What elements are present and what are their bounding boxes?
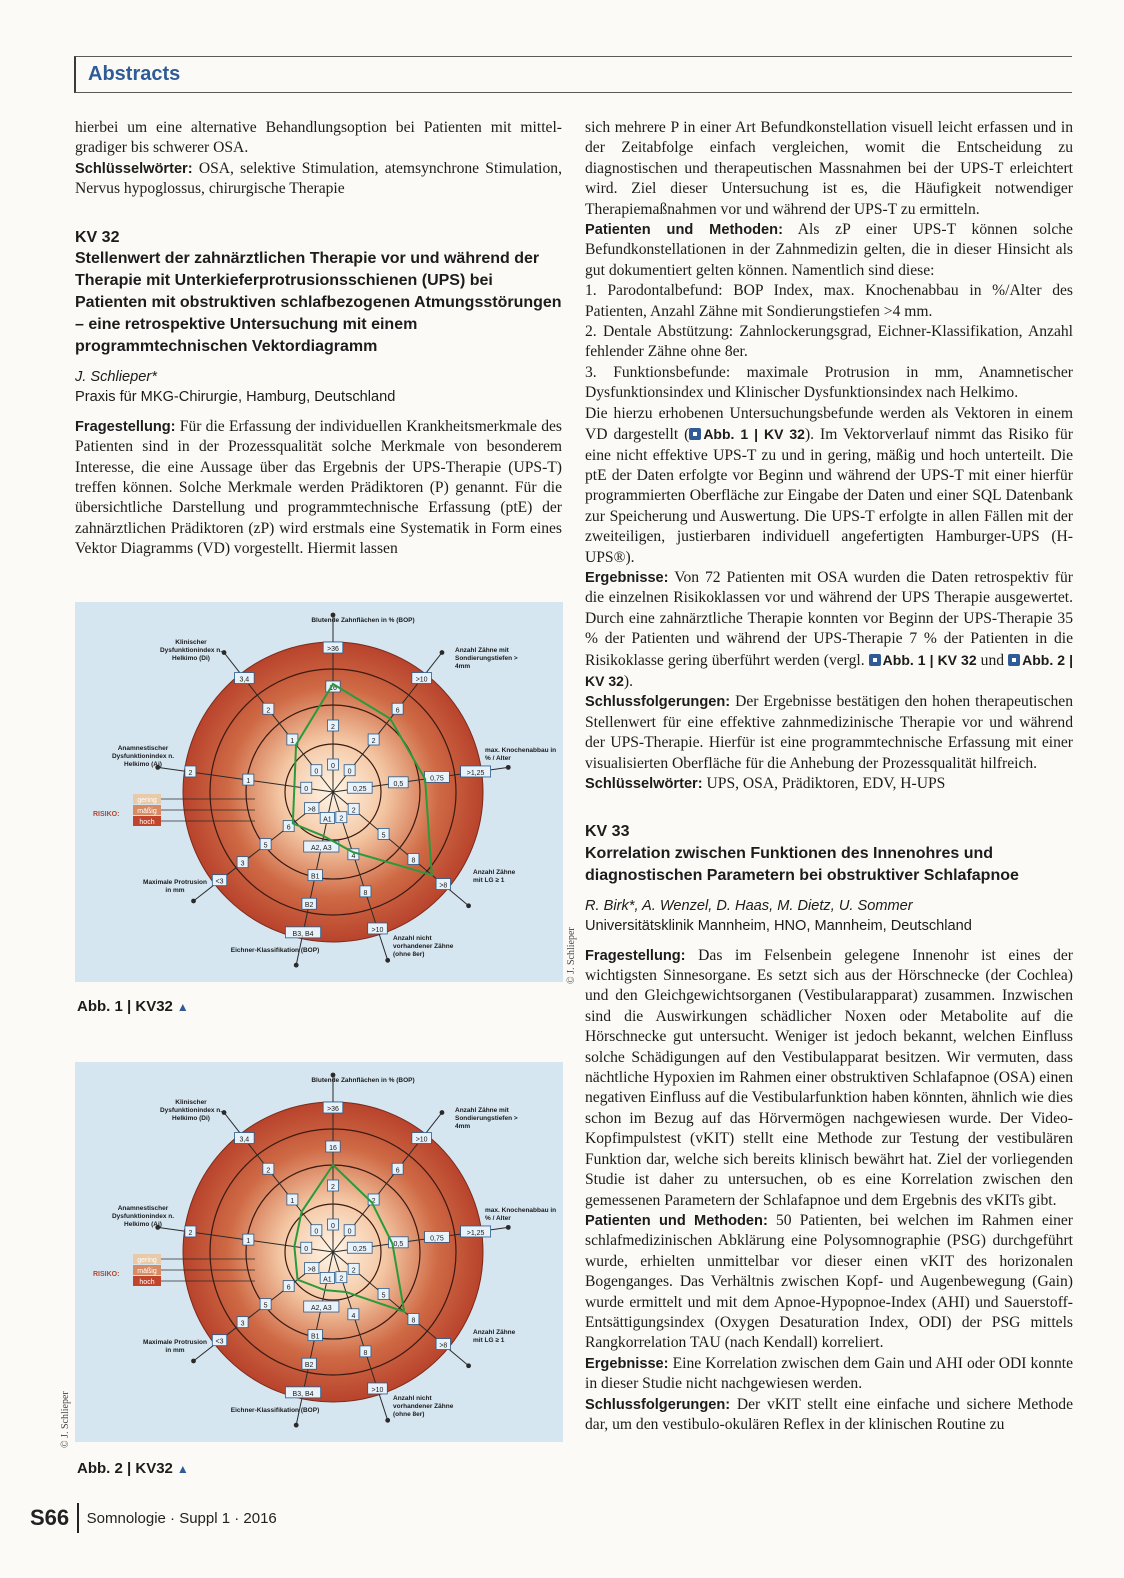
- axis-label: Helkimo (Di): [172, 1115, 210, 1122]
- tick-label: 0: [304, 1246, 309, 1254]
- tick-label: 0,25: [352, 1246, 367, 1254]
- axis-label: Anamnestischer: [117, 745, 169, 752]
- axis-label: Maximale Protrusion: [143, 1339, 207, 1346]
- axis-arrow: [222, 650, 227, 655]
- tick-label: >1,25: [466, 1229, 485, 1237]
- kv33-authors: R. Birk*, A. Wenzel, D. Haas, M. Dietz, U. Sommer: [585, 897, 913, 914]
- tick-label: >10: [371, 926, 384, 934]
- tick-label: A1: [323, 1276, 332, 1284]
- risk-label: RISIKO:: [93, 1271, 120, 1278]
- axis-label: Anamnestischer: [117, 1205, 169, 1212]
- tick-label: B3, B4: [292, 930, 314, 938]
- tick-label: B2: [304, 1362, 314, 1370]
- tick-label: 2: [331, 724, 335, 731]
- tick-label: 2: [339, 815, 344, 823]
- figure-2-caption: Abb. 2 | KV32 ▲: [77, 1460, 189, 1477]
- kv32-methoden: Patienten und Methoden: Als zP einer UPS-T können solche Befundkonstellationen in der Zahnmedizin gelten, die in dieser Hinsicht als gut dokumentiert gelten können. Namentlich sind diese:: [585, 221, 1073, 279]
- tick-label: 1: [290, 737, 295, 745]
- axis-label: Anzahl Zähne: [473, 869, 516, 876]
- axis-arrow: [385, 1418, 390, 1423]
- tick-label: 0: [347, 768, 352, 776]
- tick-label: 0,75: [430, 1235, 444, 1243]
- kv32-fragestellung: Fragestellung: Für die Erfassung der individuellen Krankheitsmerkmale des Patienten sind in der Prozessqualität solche Merkmale von besonderem Interesse, die eine Aussage über das Ergebnis der UPS-Therapie (UPS-T) treffen können. Solche Merkmale werden Prädiktoren (P) genannt. Für die übersichtliche Darstellung und programmtechnische Erfassung (ptE) der zahnärztlichen Prädiktoren (zP) wird erstmals eine Systematik in Form eines Vektor Diagramms (VD) vorgestellt. Hiermit lassen: [75, 417, 562, 558]
- axis-arrow: [294, 1423, 299, 1428]
- axis-label: Anzahl Zähne: [473, 1329, 516, 1336]
- axis-label: mit LG ≥ 1: [473, 1337, 505, 1344]
- kv32-vd-text: Die hierzu erhobenen Untersuchungsbefunde werden als Vektoren in einem VD dargestellt ( Abb. 1 | KV 32). Im Vektorverlauf nimmt das Risiko für eine nicht effektive UPS-T zu und in gering, mäßig und hoch unterteilt. Die ptE der Daten erfolgte vor Beginn und während der UPS-T mit einer hierfür programmierten Oberfläche zur Eingabe der Daten und einer SQL Datenbank zur Speicherung und Auswertung. Die UPS-T erfolgte in allen Fällen mit der zweiteiligen, justierbaren individuell angefertigten Hamburger-UPS (H-UPS®).: [585, 404, 1073, 566]
- axis-arrow: [506, 765, 511, 770]
- axis-label: Sondierungstiefen >: [455, 655, 518, 662]
- figure-2-link[interactable]: Abb. 2 | KV 32: [585, 651, 1073, 689]
- figure-ref-icon: [869, 654, 881, 666]
- kv32-keywords: Schlüsselwörter: UPS, OSA, Prädiktoren, EDV, H-UPS: [585, 775, 946, 792]
- kv32-item-2: 2. Dentale Abstützung: Zahnlockerungsgrad, Eichner-Klassifikation, Anzahl fehlender Zähne ohne 8er.: [585, 323, 1073, 361]
- tick-label: 3,4: [239, 1136, 250, 1144]
- kv33-methoden: Patienten und Methoden: 50 Patienten, bei welchen im Rahmen einer schlafmedizinischen Abklärung eine Polysomnographie (PSG) durchgeführt wurde, erhielten unmittelbar vor dieser einen vKIT des horizonalen Bogenganges. Das Verhältnis zwischen Kopf- und Augenbewegung (Gain) wurde ermittelt und mit dem Apnoe-Hypopnoe-Index (AHI) und Sauerstoff-Entsättigungsindex (Oxygen Desaturation Index, ODI) der PSG mittels Rangkorrelation TAU (nach Kendall) korreliert.: [585, 1211, 1073, 1352]
- page-footer: [30, 1503, 277, 1533]
- tick-label: >8: [439, 882, 448, 890]
- axis-label: Sondierungstiefen >: [455, 1115, 518, 1122]
- tick-label: <3: [215, 878, 224, 886]
- risk-level-label: gering: [137, 1257, 157, 1264]
- kv32-item-1: 1. Parodontalbefund: BOP Index, max. Knochenabbau in %/Alter des Patienten, Anzahl Zähne mit Sondierungstiefen >4 mm.: [585, 282, 1073, 320]
- axis-label: Maximale Protrusion: [143, 879, 207, 886]
- figure-1-caption: Abb. 1 | KV32 ▲: [77, 998, 189, 1015]
- tick-label: 1: [290, 1197, 295, 1205]
- tick-label: 0: [331, 1223, 335, 1230]
- axis-arrow: [466, 903, 471, 908]
- axis-arrow: [466, 1363, 471, 1368]
- kv33-affiliation: Universitätsklinik Mannheim, HNO, Mannheim, Deutschland: [585, 918, 972, 935]
- tick-label: 0: [314, 1228, 319, 1236]
- tick-label: 3,4: [239, 676, 250, 684]
- section-title: Abstracts: [88, 63, 181, 85]
- tick-label: 5: [381, 1292, 386, 1300]
- axis-label: Anzahl Zähne mit: [455, 647, 509, 654]
- kv32-authors: J. Schlieper*: [75, 369, 157, 386]
- tick-label: 2: [371, 1197, 376, 1205]
- figure-1-link[interactable]: Abb. 1 | KV 32: [869, 652, 977, 668]
- tick-label: >8: [307, 806, 316, 814]
- journal-name: Somnologie · Suppl 1 · 2016: [86, 1510, 277, 1527]
- axis-label: Dysfunktionindex n.: [159, 647, 223, 654]
- tick-label: B1: [310, 1333, 320, 1341]
- axis-label: max. Knochenabbau in: [485, 747, 557, 754]
- kv33-ergebnisse: Ergebnisse: Eine Korrelation zwischen dem Gain und AHI oder ODI konnte in dieser Studie nicht nachgewiesen werden.: [585, 1354, 1073, 1393]
- axis-label: Klinischer: [175, 1099, 207, 1106]
- axis-label: (ohne 8er): [393, 951, 425, 958]
- tick-label: 0: [314, 768, 319, 776]
- tick-label: 3: [240, 1320, 245, 1328]
- footer-divider: [77, 1503, 79, 1533]
- axis-label: mit LG ≥ 1: [473, 877, 505, 884]
- tick-label: 2: [371, 737, 376, 745]
- kv32-text-cont: sich mehrere P in einer Art Befundkonstellation visuell leicht erfassen und in der Zeitabfolge einfach vergleichen, womit die Entscheidung zu diagnostischen und therapeutischen Massnahmen bei der UPS-T erleichtert wird. Ziel dieser Untersuchung ist es, die Häufigkeit notwendiger Therapiemaßnahmen vor und während der UPS-T zu ermitteln.: [585, 119, 1073, 218]
- tick-label: 6: [395, 707, 400, 715]
- tick-label: 0: [347, 1228, 352, 1236]
- image-credit: © J. Schlieper: [60, 1391, 71, 1448]
- tick-label: 5: [381, 832, 386, 840]
- tick-label: 4: [351, 852, 356, 860]
- tick-label: 8: [411, 857, 416, 865]
- tick-label: 2: [331, 1184, 335, 1191]
- vector-diagram-svg: [75, 602, 563, 982]
- tick-label: 0,25: [352, 786, 367, 794]
- axis-label: Helkimo (Ai): [124, 761, 162, 768]
- tick-label: 6: [395, 1167, 400, 1175]
- kv32-number: KV 32: [75, 228, 120, 246]
- axis-label: Blutende Zahnflächen in % (BOP): [311, 617, 415, 624]
- tick-label: 6: [286, 1284, 291, 1292]
- tick-label: 2: [351, 1267, 356, 1275]
- axis-label: vorhandener Zähne: [393, 943, 454, 950]
- axis-label: Eichner-Klassifikation (BOP): [230, 947, 320, 954]
- page-number: S66: [30, 1505, 70, 1530]
- tick-label: A2, A3: [310, 845, 332, 853]
- risk-level-label: hoch: [139, 1279, 155, 1286]
- tick-label: 1: [246, 778, 251, 786]
- tick-label: >10: [415, 1136, 428, 1144]
- vector-diagram-svg: [75, 1062, 563, 1442]
- axis-arrow: [440, 650, 445, 655]
- tick-label: 0,5: [393, 780, 404, 788]
- axis-label: vorhandener Zähne: [393, 1403, 454, 1410]
- tick-label: 2: [188, 769, 193, 777]
- axis-label: 4mm: [455, 1123, 471, 1130]
- risk-level-label: gering: [137, 797, 157, 804]
- kv33-number: KV 33: [585, 823, 630, 841]
- tick-label: >1,25: [466, 769, 485, 777]
- tick-label: 8: [411, 1317, 416, 1325]
- axis-label: 4mm: [455, 663, 471, 670]
- keywords-kv31: Schlüsselwörter: OSA, selektive Stimulation, atemsynchrone Stimulation, Nervus hypoglossus, chirurgische Therapie: [75, 159, 562, 198]
- axis-arrow: [191, 1359, 196, 1364]
- axis-arrow: [294, 963, 299, 968]
- tick-label: 0: [331, 763, 335, 770]
- kv32-item-3: 3. Funktionsbefunde: maximale Protrusion in mm, Anamnetischer Dysfunktionsindex und Klinischer Dysfunktionsindex nach Helkimo.: [585, 363, 1073, 402]
- tick-label: >8: [307, 1266, 316, 1274]
- axis-label: Dysfunktionindex n.: [159, 1107, 223, 1114]
- image-credit: © J. Schlieper: [566, 927, 577, 984]
- axis-label: Eichner-Klassifikation (BOP): [230, 1407, 320, 1414]
- axis-label: Anzahl nicht: [393, 1395, 432, 1402]
- tick-label: B3, B4: [292, 1390, 314, 1398]
- kv32-title: Stellenwert der zahnärztlichen Therapie vor und während der Therapie mit Unterkieferprotrusionsschienen (UPS) bei Patienten mit obstruktiven schlafbezogenen Atmungsstörungen – eine retrospektive Untersuchung mit einem programmtechnischen Vektordiagramm: [75, 250, 562, 356]
- axis-label: Helkimo (Ai): [124, 1221, 162, 1228]
- tick-label: B2: [304, 902, 314, 910]
- axis-label: Helkimo (Di): [172, 655, 210, 662]
- right-column: [585, 118, 1073, 1435]
- axis-label: (ohne 8er): [393, 1411, 425, 1418]
- tick-label: 6: [286, 824, 291, 832]
- tick-label: 2: [351, 807, 356, 815]
- axis-arrow: [506, 1225, 511, 1230]
- tick-label: >36: [327, 1106, 339, 1113]
- tick-label: >10: [371, 1386, 384, 1394]
- risk-level-label: hoch: [139, 819, 155, 826]
- figure-1-link[interactable]: Abb. 1 | KV 32: [689, 426, 805, 442]
- risk-label: RISIKO:: [93, 811, 120, 818]
- axis-label: Anzahl Zähne mit: [455, 1107, 509, 1114]
- triangle-icon: ▲: [176, 1462, 189, 1476]
- kv33-fragestellung: Fragestellung: Das im Felsenbein gelegene Innenohr ist eines der wichtigsten Sinnesorgane. Es setzt sich aus der Hörschnecke (der Cochlea) und den Gleichgewichtsorganen (Vestibularapparat) zusammen. Inzwischen sind die Auswirkungen schädlicher Noxen oder Metabolite auf die Hörschnecke gut untersucht. Weniger ist jedoch bekannt, welchen Einfluss solche Schädigungen auf den Vestibulapparat besitzen. Wir vermuten, dass nächtliche Hypoxien im Rahmen einer obstruktiven Schlafapnoe (OSA) einen negativen Einfluss auf die Vestibularfunktion haben könnten, ähnlich wie dies schon im Bezug auf das Hörvermögen nachgewiesen wurde. Der Video-Kopfimpulstest (vKIT) stellt eine Methode zur Testung der vestibulären Funktion dar, welche sich bereits klinisch bewährt hat. Ziel der vorliegenden Studie ist daher zu untersuchen, ob es eine Korrelation zwischen den gemessenen Parametern der Schlafapnoe und dem Ergebnis des vKITs gibt.: [585, 946, 1073, 1209]
- tick-label: <3: [215, 1338, 224, 1346]
- kv32-ergebnisse: Ergebnisse: Von 72 Patienten mit OSA wurden die Daten retrospektiv für die einzelnen Risikoklassen vor und während der UPS Therapie ausgewertet. Durch eine zahnärztliche Therapie konnten vor Beginn der UPS-Therapie 35 % der Patienten und während der UPS-Therapie 7 % der Patienten in die Risikoklasse gering überführt werden (vergl. Abb. 1 | KV 32 und Abb. 2 | KV 32).: [585, 568, 1073, 690]
- axis-label: Dysfunktionindex n.: [111, 1213, 175, 1220]
- tick-label: >36: [327, 646, 339, 653]
- risk-level-label: mäßig: [137, 1268, 157, 1275]
- axis-label: max. Knochenabbau in: [485, 1207, 557, 1214]
- tick-label: A1: [323, 816, 332, 824]
- tick-label: 0: [304, 786, 309, 794]
- axis-arrow: [222, 1110, 227, 1115]
- tick-label: 16: [329, 1145, 337, 1152]
- risk-level-label: mäßig: [137, 808, 157, 815]
- tick-label: B1: [310, 873, 320, 881]
- axis-label: in mm: [165, 887, 185, 894]
- kv33-title: Korrelation zwischen Funktionen des Innenohres und diagnostischen Parametern bei obstruktiver Schlafapnoe: [585, 844, 1019, 884]
- axis-label: Blutende Zahnflächen in % (BOP): [311, 1077, 415, 1084]
- tick-label: 2: [339, 1275, 344, 1283]
- axis-arrow: [385, 958, 390, 963]
- axis-label: Dysfunktionindex n.: [111, 753, 175, 760]
- tick-label: 2: [266, 1167, 271, 1175]
- tick-label: 1: [246, 1238, 251, 1246]
- figure-ref-icon: [689, 428, 701, 440]
- kv32-affiliation: Praxis für MKG-Chirurgie, Hamburg, Deutschland: [75, 389, 396, 406]
- axis-label: Klinischer: [175, 639, 207, 646]
- intro-text: hierbei um eine alternative Behandlungsoption bei Patienten mit mittelgradiger bis schwerer OSA.: [75, 119, 562, 157]
- tick-label: 8: [363, 1349, 368, 1357]
- axis-label: in mm: [165, 1347, 185, 1354]
- tick-label: 8: [363, 889, 368, 897]
- figure-1-vector-diagram: [75, 602, 563, 982]
- tick-label: 5: [263, 842, 268, 850]
- figure-2-vector-diagram: [75, 1062, 563, 1442]
- tick-label: 3: [240, 860, 245, 868]
- axis-label: % / Alter: [485, 1215, 511, 1222]
- section-header: [74, 56, 1072, 93]
- kv32-schlussfolgerungen: Schlussfolgerungen: Der Ergebnisse bestätigen den hohen therapeutischen Stellenwert für eine effektive zahnmedizinische Therapie vor und während der UPS-Therapie. Hierfür ist eine programmtechnische Erfassung mit einer visualisierten Oberfläche für die Anhebung der Prozessqualität hilfreich.: [585, 693, 1073, 772]
- kv33-schlussfolgerungen: Schlussfolgerungen: Der vKIT stellt eine einfache und sichere Methode dar, um den vestibulo-okulären Reflex in der klinischen Routine zu: [585, 1395, 1073, 1433]
- tick-label: >8: [439, 1342, 448, 1350]
- tick-label: 0,5: [393, 1240, 404, 1248]
- tick-label: 16: [329, 685, 337, 692]
- tick-label: 0,75: [430, 775, 444, 783]
- triangle-icon: ▲: [176, 1000, 189, 1014]
- tick-label: 5: [263, 1302, 268, 1310]
- tick-label: 2: [266, 707, 271, 715]
- tick-label: 4: [351, 1312, 356, 1320]
- left-column: [75, 118, 562, 560]
- axis-label: % / Alter: [485, 755, 511, 762]
- tick-label: A2, A3: [310, 1305, 332, 1313]
- figure-ref-icon: [1008, 654, 1020, 666]
- tick-label: >10: [415, 676, 428, 684]
- axis-arrow: [191, 899, 196, 904]
- tick-label: 2: [188, 1229, 193, 1237]
- axis-arrow: [440, 1110, 445, 1115]
- axis-label: Anzahl nicht: [393, 935, 432, 942]
